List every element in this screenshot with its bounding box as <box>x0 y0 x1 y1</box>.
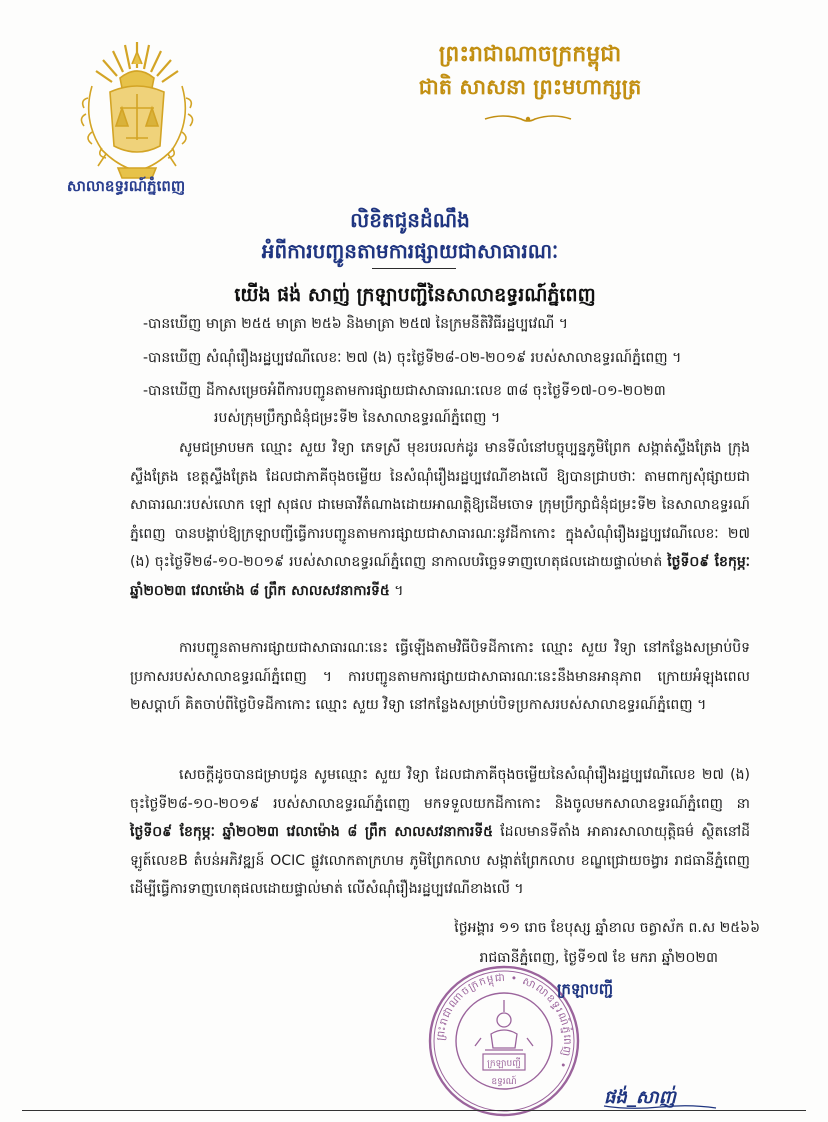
ornament-divider-icon <box>483 113 573 125</box>
place-and-date: រាជធានីភ្នំពេញ, ថ្ងៃទី១៧ ខែ មករា ឆ្នាំ២០២៣ <box>479 950 718 966</box>
kingdom-motto: ជាតិ សាសនា ព្រះមហាក្សត្រ <box>418 75 642 99</box>
royal-emblem-icon <box>62 34 212 186</box>
document-subtitle: អំពីការបញ្ជូនតាមការផ្សាយជាសាធារណៈ <box>261 239 559 263</box>
reference-line-3-continued: របស់ក្រុមប្រឹក្សាជំនុំជម្រះទី២ នៃសាលាឧទ្ធរណ៍ភ្នំពេញ ។ <box>214 410 501 426</box>
body-paragraph-1 <box>130 434 750 605</box>
document-title: លិខិតជូនដំណឹង <box>350 208 470 232</box>
paragraph-1-text: សូមជម្រាបមក ឈ្មោះ សួយ វិទ្យា ភេទស្រី មុខរបរលក់ដូរ មានទីលំនៅបច្ចុប្បន្នភូមិព្រែក សង្កាត់ស្ទឹងត្រែង ក្រុងស្ទឹងត្រែង ខេត្តស្ទឹងត្រែង ដែលជាភាគីចុងចម្លើយ នៃសំណុំរឿងរដ្ឋប្បវេណីខាងលើ ឱ្យបានជ្រាបថាៈ តាមពាក្យសុំផ្សាយជាសាធារណៈរបស់លោក ឡៅ សុផល ជាមេធាវីតំណាងដោយអាណត្តិឱ្យដើមចោទ ក្រុមប្រឹក្សាជំនុំជម្រះទី២ នៃសាលាឧទ្ធរណ៍ភ្នំពេញ បានបង្គាប់ឱ្យក្រឡាបញ្ជីធ្វើការបញ្ជូនតាមការផ្សាយជាសាធារណៈនូវដីកាកោះ ក្នុងសំណុំរឿងរដ្ឋប្បវេណីលេខៈ ២៧ (ង) ចុះថ្ងៃទី២៨-១០-២០១៩ របស់សាលាឧទ្ធរណ៍ភ្នំពេញ នាកាលបរិច្ឆេទទាញហេតុផលដោយផ្ទាល់មាត់ <box>130 440 750 570</box>
paragraph-3-end: ដែលមានទីតាំង អាគារសាលាយុត្តិធម៌ ស្ថិតនៅដីឡូត៍លេខB តំបន់អភិវឌ្ឍន៍ OCIC ផ្លូវលោកតាក្រហម ភូមិព្រែកលាប សង្កាត់ព្រែកលាប ខណ្ឌជ្រោយចង្វារ រាជធានីភ្នំពេញ ដើម្បីធ្វើការទាញហេតុផលដោយផ្ទាល់មាត់ លើសំណុំរឿងរដ្ឋប្បវេណីខាងលើ ។ <box>130 824 750 897</box>
signer-name: ផង់_សាញ់ <box>604 1087 676 1108</box>
paragraph-1-end: ។ <box>389 582 404 599</box>
title-divider <box>372 268 456 269</box>
footer-divider <box>22 1110 806 1111</box>
reference-line-3: -បានឃើញ ដីកាសម្រេចអំពីការបញ្ជូនតាមការផ្សាយជាសាធារណៈលេខ ៣៨ ចុះថ្ងៃទី១៧-០១-២០២៣ <box>143 383 666 399</box>
seal-bottom-text: ឧទ្ធរណ៍ <box>491 1077 517 1087</box>
reference-line-2: -បានឃើញ សំណុំរឿងរដ្ឋប្បវេណីលេខៈ ២៧ (ង) ចុះថ្ងៃទី២៨-០២-២០១៩ របស់សាលាឧទ្ធរណ៍ភ្នំពេញ ។ <box>143 350 682 366</box>
seal-ring-text: ព្រះរាជាណាចក្រកម្ពុជា • សាលាឧទ្ធរណ៍ភ្នំពេញ • <box>434 971 574 1071</box>
court-name-label: សាលាឧទ្ធរណ៍ភ្នំពេញ <box>66 177 186 195</box>
hearing-datetime: ថ្ងៃទី០៩ ខែកុម្ភៈ ឆ្នាំ២០២៣ វេលាម៉ោង ៨ ព្រឹក សាលសវនាការទី៥ <box>130 554 750 599</box>
issuer-line: យើង ផង់ សាញ់ ក្រឡាបញ្ជីនៃសាលាឧទ្ធរណ៍ភ្នំពេញ <box>234 284 596 306</box>
body-paragraph-2: ការបញ្ជូនតាមការផ្សាយជាសាធារណៈនេះ ធ្វើឡើងតាមវិធីបិទដីកាកោះ ឈ្មោះ សួយ វិទ្យា នៅកន្លែងសម្រាប់បិទប្រកាសរបស់សាលាឧទ្ធរណ៍ភ្នំពេញ ។ ការបញ្ជូនតាមការផ្សាយជាសាធារណៈនេះនឹងមានអានុភាព ក្រោយអំឡុងពេល ២សប្តាហ៍ គិតចាប់ពីថ្ងៃបិទដីកាកោះ ឈ្មោះ សួយ វិទ្យា នៅកន្លែងសម្រាប់បិទប្រកាសរបស់សាលាឧទ្ធរណ៍ភ្នំពេញ ។ <box>130 640 750 713</box>
body-paragraph-3 <box>130 761 750 904</box>
hearing-datetime-repeat: ថ្ងៃទី០៩ ខែកុម្ភៈ ឆ្នាំ២០២៣ វេលាម៉ោង ៨ ព្រឹក សាលសវនាការទី៥ <box>130 824 494 840</box>
paragraph-3-text: សេចក្តីដូចបានជម្រាបជូន សូមឈ្មោះ សួយ វិទ្យា ដែលជាភាគីចុងចម្លើយនៃសំណុំរឿងរដ្ឋប្បវេណីលេខ ២៧ (ង) ចុះថ្ងៃទី២៨-១០-២០១៩ របស់សាលាឧទ្ធរណ៍ភ្នំពេញ មកទទួលយកដីកាកោះ និងចូលមកសាលាឧទ្ធរណ៍ភ្នំពេញ នា <box>130 767 750 812</box>
kingdom-title: ព្រះរាជាណាចក្រកម្ពុជា <box>438 42 622 67</box>
seal-center-label: ក្រឡាបញ្ជី <box>487 1059 521 1069</box>
reference-line-1: -បានឃើញ មាត្រា ២៥៥ មាត្រា ២៥៦ និងមាត្រា ២៥៧ នៃក្រមនីតិវិធីរដ្ឋប្បវេណី ។ <box>143 316 569 332</box>
signer-title: ក្រឡាបញ្ជី <box>556 980 614 998</box>
lunar-date: ថ្ងៃអង្គារ ១១ រោច ខែបុស្ស ឆ្នាំខាល ចត្វាស័ក ព.ស ២៥៦៦ <box>454 920 760 936</box>
